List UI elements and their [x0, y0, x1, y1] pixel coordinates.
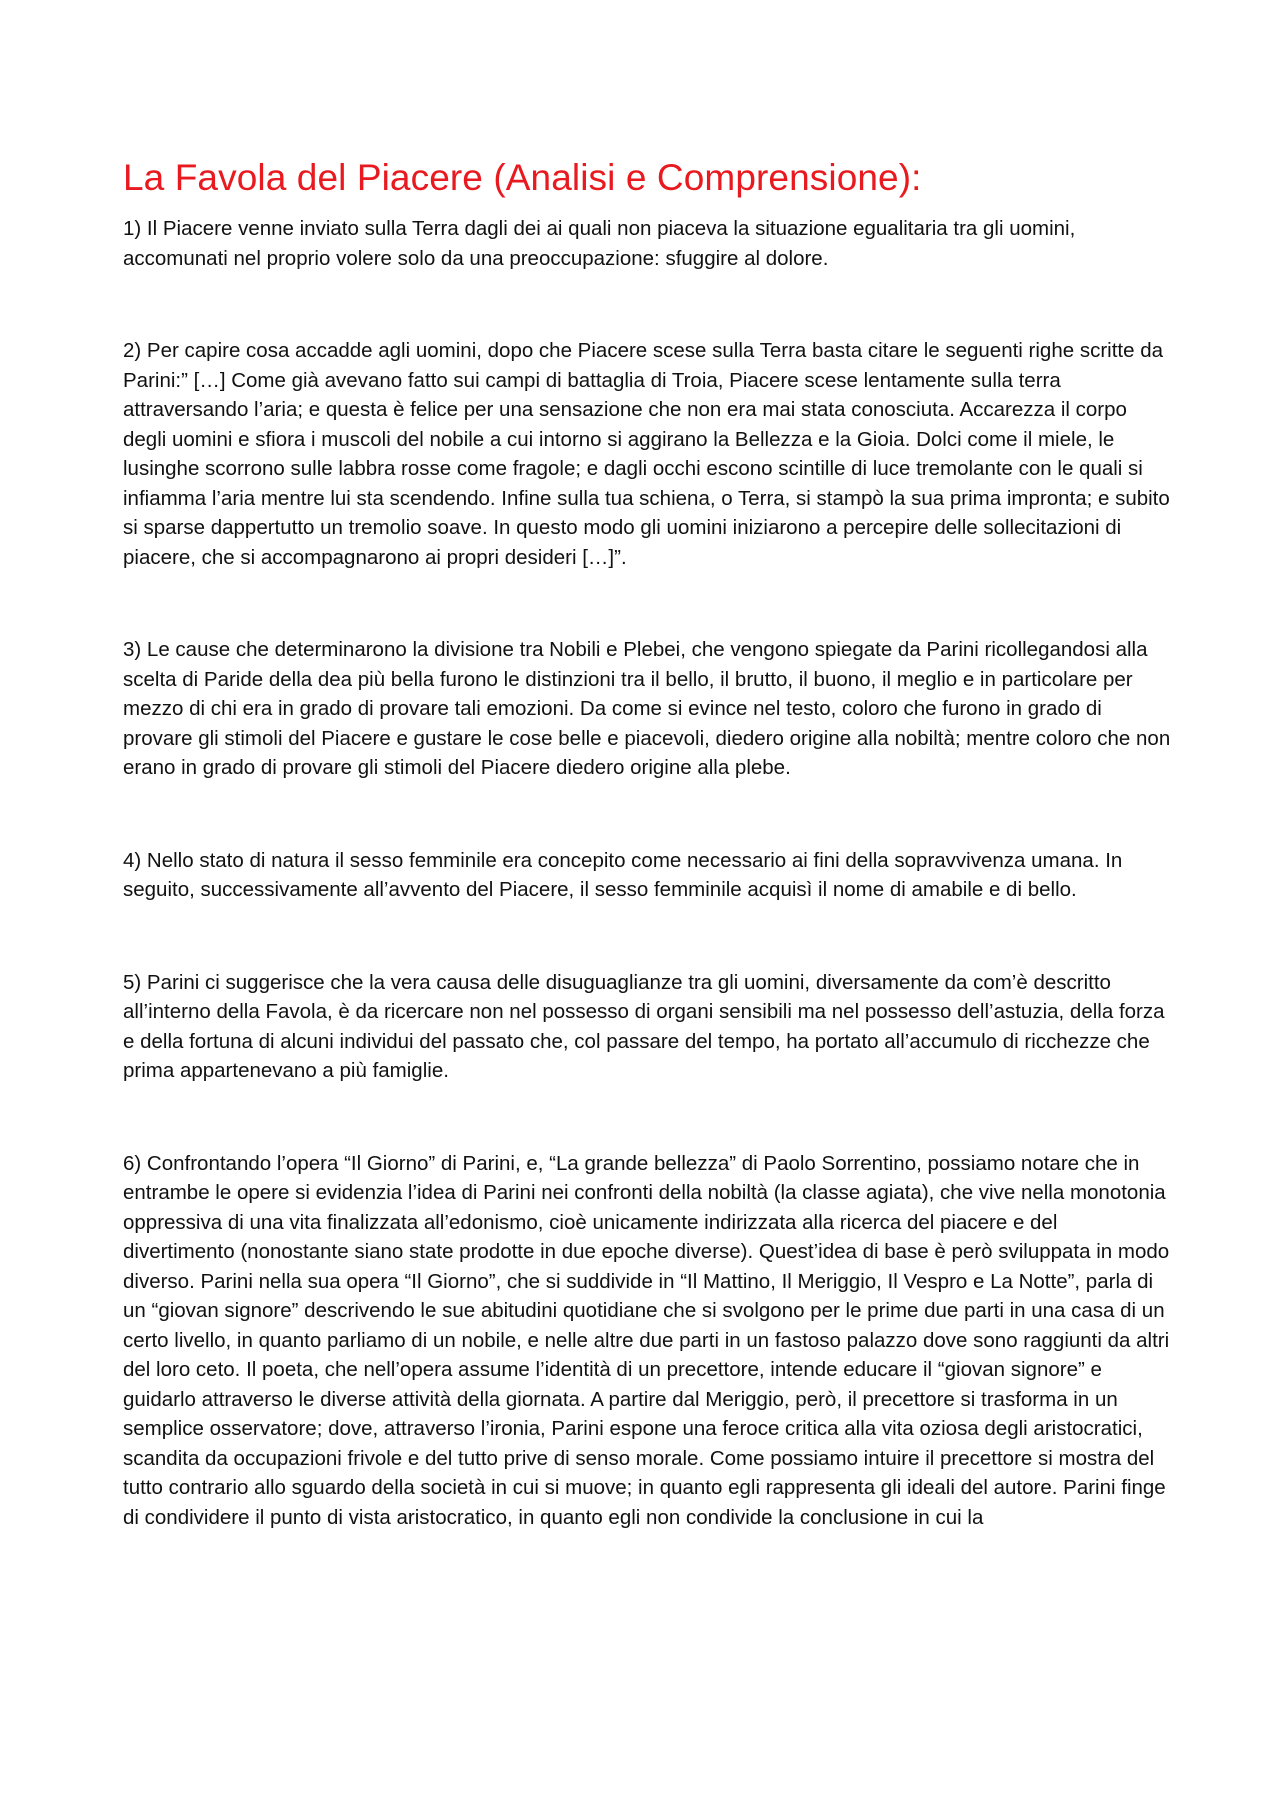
- document-title: La Favola del Piacere (Analisi e Comprensione):: [123, 157, 922, 198]
- answer-1-paragraph: 1) Il Piacere venne inviato sulla Terra dagli dei ai quali non piaceva la situazione egualitaria tra gli uomini, accomunati nel proprio volere solo da una preoccupazione: sfuggire al dolore.: [123, 217, 1076, 270]
- answer-4-paragraph: 4) Nello stato di natura il sesso femminile era concepito come necessario ai fini della sopravvivenza umana. In seguito, successivamente all’avvento del Piacere, il sesso femminile acquisì il nome di amabile e di bello.: [123, 848, 1123, 901]
- answer-2-paragraph: 2) Per capire cosa accadde agli uomini, dopo che Piacere scese sulla Terra basta citare le seguenti righe scritte da Parini:” […] Come già avevano fatto sui campi di battaglia di Troia, Piacere scese lentamente sulla terra attraversando l’aria; e questa è felice per una sensazione che non era mai stata conosciuta. Accarezza il corpo degli uomini e sfiora i muscoli del nobile a cui intorno si aggirano la Bellezza e la Gioia. Dolci come il miele, le lusinghe scorrono sulle labbra rosse come fragole; e dagli occhi escono scintille di luce tremolante con le quali si infiamma l’aria mentre lui sta scendendo. Infine sulla tua schiena, o Terra, si stampò la sua prima impronta; e subito si sparse dappertutto un tremolio soave. In questo modo gli uomini iniziarono a percepire delle sollecitazioni di piacere, che si accompagnarono ai propri desideri […]”.: [123, 339, 1170, 569]
- answer-5-paragraph: 5) Parini ci suggerisce che la vera causa delle disuguaglianze tra gli uomini, diversamente da com’è descritto all’interno della Favola, è da ricercare non nel possesso di organi sensibili ma nel possesso dell’astuzia, della forza e della fortuna di alcuni individui del passato che, col passare del tempo, ha portato all’accumulo di ricchezze che prima appartenevano a più famiglie.: [123, 970, 1165, 1082]
- document-body: [123, 156, 1173, 1532]
- answer-6-paragraph: 6) Confrontando l’opera “Il Giorno” di Parini, e, “La grande bellezza” di Paolo Sorrentino, possiamo notare che in entrambe le opere si evidenzia l’idea di Parini nei confronti della nobiltà (la classe agiata), che vive nella monotonia oppressiva di una vita finalizzata all’edonismo, cioè unicamente indirizzata alla ricerca del piacere e del divertimento (nonostante siano state prodotte in due epoche diverse). Quest’idea di base è però sviluppata in modo diverso. Parini nella sua opera “Il Giorno”, che si suddivide in “Il Mattino, Il Meriggio, Il Vespro e La Notte”, parla di un “giovan signore” descrivendo le sue abitudini quotidiane che si svolgono per le prime due parti in una casa di un certo livello, in quanto parliamo di un nobile, e nelle altre due parti in un fastoso palazzo dove sono raggiunti da altri del loro ceto. Il poeta, che nell’opera assume l’identità di un precettore, intende educare il “giovan signore” e guidarlo attraverso le diverse attività della giornata. A partire dal Meriggio, però, il precettore si trasforma in un semplice osservatore; dove, attraverso l’ironia, Parini espone una feroce critica alla vita oziosa degli aristocratici, scandita da occupazioni frivole e del tutto prive di senso morale. Come possiamo intuire il precettore si mostra del tutto contrario allo sguardo della società in cui si muove; in quanto egli rappresenta gli ideali del autore. Parini finge di condividere il punto di vista aristocratico, in quanto egli non condivide la conclusione in cui la: [123, 1151, 1170, 1529]
- answer-3-paragraph: 3) Le cause che determinarono la divisione tra Nobili e Plebei, che vengono spiegate da Parini ricollegandosi alla scelta di Paride della dea più bella furono le distinzioni tra il bello, il brutto, il buono, il meglio e in particolare per mezzo di chi era in grado di provare tali emozioni. Da come si evince nel testo, coloro che furono in grado di provare gli stimoli del Piacere e gustare le cose belle e piacevoli, diedero origine alla nobiltà; mentre coloro che non erano in grado di provare gli stimoli del Piacere diedero origine alla plebe.: [123, 638, 1171, 779]
